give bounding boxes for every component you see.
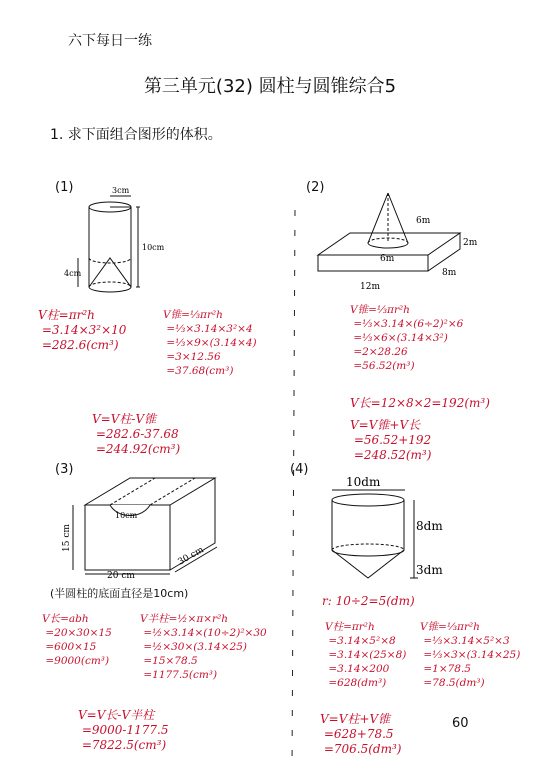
worksheet-header: 六下每日一练	[68, 33, 152, 49]
solution-2-cone: V锥=⅓πr²h =⅓×3.14×(6÷2)²×6 =⅓×6×(3.14×3²) =2×28.26 =56.52(m³)	[350, 304, 464, 372]
solution-4-cylinder: V柱=πr²h =3.14×5²×8 =3.14×(25×8) =3.14×200 =628(dm³)	[325, 621, 407, 689]
figure-4-label: (4)	[290, 462, 309, 477]
figure-3-label: (3)	[55, 462, 74, 477]
solution-3-half-cylinder: V半柱=½×π×r²h =½×3.14×(10÷2)²×30 =½×30×(3.14×25) =15×78.5 =1177.5(cm³)	[140, 613, 267, 681]
figure-1-label: (1)	[55, 180, 74, 195]
fig2-base-dim: 6m	[380, 254, 395, 264]
solution-1-cone: V锥=⅓πr²h =⅓×3.14×3²×4 =⅓×9×(3.14×4) =3×12.56 =37.68(cm³)	[163, 309, 257, 377]
fig3-h: 15 cm	[62, 524, 72, 552]
solution-2-total: V=V锥+V长 =56.52+192 =248.52(m³)	[350, 418, 432, 462]
figure-4-cylinder-cone	[320, 470, 460, 585]
solution-4-cone: V锥=⅓πr²h =⅓×3.14×5²×3 =⅓×3×(3.14×25) =1×78.5 =78.5(dm³)	[420, 621, 521, 689]
solution-1-cylinder: V柱=πr²h =3.14×3²×10 =282.6(cm³)	[38, 308, 127, 352]
figure-1-cylinder	[60, 180, 190, 295]
fig4-h2: 3dm	[416, 563, 443, 577]
fig1-top-dim: 3cm	[112, 186, 130, 195]
figure-2-cone-box	[310, 185, 490, 295]
solution-1-total: V=V柱-V锥 =282.6-37.68 =244.92(cm³)	[92, 412, 181, 456]
figure-3-note: (半圆柱的底面直径是10cm)	[50, 587, 189, 600]
fig3-w: 20 cm	[107, 571, 135, 580]
figure-2-label: (2)	[306, 180, 325, 195]
solution-4-total: V=V柱+V锥 =628+78.5 =706.5(dm³)	[320, 712, 402, 756]
fig3-l: 30 cm	[176, 544, 206, 568]
solution-3-total: V=V长-V半柱 =9000-1177.5 =7822.5(cm³)	[78, 708, 169, 752]
fig2-box-h: 2m	[463, 238, 478, 248]
solution-2-box: V长=12×8×2=192(m³)	[350, 396, 490, 410]
fig2-cone-h: 6m	[416, 216, 431, 226]
fig3-diam: 10cm	[115, 511, 138, 520]
fig2-box-w: 8m	[442, 268, 457, 278]
solution-4-radius: r: 10÷2=5(dm)	[322, 594, 415, 608]
page-title: 第三单元(32) 圆柱与圆锥综合5	[143, 76, 397, 97]
fig4-h1: 8dm	[416, 519, 443, 533]
question-text: 1. 求下面组合图形的体积。	[50, 127, 222, 143]
fig1-height-dim: 10cm	[142, 243, 165, 252]
fig2-box-l: 12m	[360, 282, 380, 292]
solution-3-box: V长=abh =20×30×15 =600×15 =9000(cm³)	[42, 613, 112, 667]
page-number: 60	[452, 716, 469, 731]
figure-3-block	[55, 470, 235, 580]
fig4-top: 10dm	[346, 475, 381, 489]
fig1-cone-dim: 4cm	[64, 269, 82, 278]
